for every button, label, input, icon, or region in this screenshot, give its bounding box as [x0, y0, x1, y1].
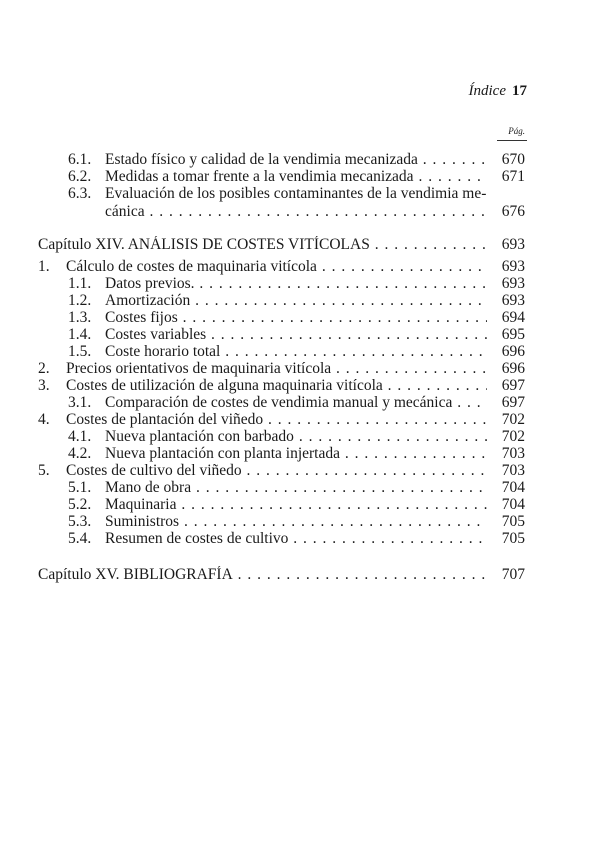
entry-page: 697 — [501, 394, 525, 411]
entry-page: 694 — [501, 309, 525, 326]
entry-page: 693 — [501, 292, 525, 309]
entry-number: 6.1. — [68, 151, 92, 168]
entry-number: 3. — [38, 377, 50, 394]
entry-title: Estado físico y calidad de la vendimia mecanizada . . . — [105, 151, 487, 169]
entry-page: 671 — [501, 168, 525, 185]
header-title: Índice — [468, 83, 506, 99]
entry-number: 5.1. — [68, 479, 92, 496]
toc-chapter — [0, 566, 600, 584]
toc-entry — [0, 151, 600, 169]
entry-number: 4.1. — [68, 428, 92, 445]
entry-number: 1. — [38, 258, 50, 275]
entry-page: 693 — [501, 275, 525, 292]
entry-number: 3.1. — [68, 394, 92, 411]
entry-page: 696 — [501, 343, 525, 360]
entry-page: 670 — [501, 151, 525, 168]
toc-entry — [0, 513, 600, 531]
toc-entry — [0, 377, 600, 395]
entry-number: 5.4. — [68, 530, 92, 547]
entry-number: 1.5. — [68, 343, 92, 360]
toc-entry — [0, 309, 600, 327]
entry-title: Suministros . . . — [105, 513, 487, 531]
entry-title: Resumen de costes de cultivo . . . — [105, 530, 487, 548]
entry-title: Coste horario total . . . — [105, 343, 487, 361]
entry-page: 707 — [501, 566, 525, 583]
entry-page: 696 — [501, 360, 525, 377]
chapter-title: Capítulo XIV. ANÁLISIS DE COSTES VITÍCOLAS . . . — [38, 236, 487, 254]
entry-title: Nueva plantación con planta injertada . . . — [105, 445, 487, 463]
toc-entry — [0, 360, 600, 378]
toc-entry — [0, 462, 600, 480]
toc-entry — [0, 343, 600, 361]
entry-number: 5.2. — [68, 496, 92, 513]
entry-page: 704 — [501, 479, 525, 496]
entry-page: 705 — [501, 530, 525, 547]
entry-page: 704 — [501, 496, 525, 513]
entry-title: cánica . . . — [105, 203, 487, 221]
entry-page: 702 — [501, 428, 525, 445]
toc-entry — [0, 185, 600, 203]
entry-title: Costes fijos . . . — [105, 309, 487, 327]
entry-page: 703 — [501, 462, 525, 479]
pag-label: Pág. — [508, 126, 525, 136]
entry-page: 697 — [501, 377, 525, 394]
entry-page: 693 — [501, 258, 525, 275]
entry-title: Cálculo de costes de maquinaria vitícola . . . — [66, 258, 487, 276]
entry-number: 5.3. — [68, 513, 92, 530]
entry-page: 676 — [501, 203, 525, 220]
entry-number: 1.3. — [68, 309, 92, 326]
entry-number: 2. — [38, 360, 50, 377]
entry-title: Evaluación de los posibles contaminantes de la vendimia me- — [105, 185, 487, 202]
toc-entry — [0, 203, 600, 221]
header-page-number: 17 — [512, 83, 527, 99]
toc-entry — [0, 428, 600, 446]
toc-entry — [0, 394, 600, 412]
toc-chapter — [0, 236, 600, 254]
entry-title: Medidas a tomar frente a la vendimia mecanizada . . . — [105, 168, 487, 186]
pag-rule — [497, 140, 527, 141]
entry-title: Precios orientativos de maquinaria vitícola . . . — [66, 360, 487, 378]
toc-entry — [0, 292, 600, 310]
entry-title: Maquinaria . . . — [105, 496, 487, 514]
entry-page: 693 — [501, 236, 525, 253]
entry-page: 703 — [501, 445, 525, 462]
toc-entry — [0, 275, 600, 293]
entry-title: Comparación de costes de vendimia manual y mecánica . . . — [105, 394, 487, 412]
chapter-title: Capítulo XV. BIBLIOGRAFÍA . . . — [38, 566, 487, 584]
entry-page: 702 — [501, 411, 525, 428]
toc-entry — [0, 445, 600, 463]
entry-title: Costes variables . . . — [105, 326, 487, 344]
entry-title: Costes de cultivo del viñedo . . . — [66, 462, 487, 480]
toc-entry — [0, 479, 600, 497]
entry-page: 705 — [501, 513, 525, 530]
entry-title: Mano de obra . . . — [105, 479, 487, 497]
entry-title: Nueva plantación con barbado . . . — [105, 428, 487, 446]
entry-number: 1.1. — [68, 275, 92, 292]
toc-entry — [0, 326, 600, 344]
toc-entry — [0, 168, 600, 186]
entry-number: 1.4. — [68, 326, 92, 343]
entry-number: 6.3. — [68, 185, 92, 202]
entry-number: 4.2. — [68, 445, 92, 462]
entry-title: Datos previos. . . . — [105, 275, 487, 293]
entry-title: Costes de plantación del viñedo . . . — [66, 411, 487, 429]
entry-title: Amortización . . . — [105, 292, 487, 310]
entry-number: 5. — [38, 462, 50, 479]
toc-entry — [0, 530, 600, 548]
entry-number: 1.2. — [68, 292, 92, 309]
entry-page: 695 — [501, 326, 525, 343]
entry-number: 4. — [38, 411, 50, 428]
toc-entry — [0, 496, 600, 514]
toc-entry — [0, 411, 600, 429]
running-header — [469, 83, 527, 100]
entry-title: Costes de utilización de alguna maquinaria vitícola . . . — [66, 377, 487, 395]
toc-entry — [0, 258, 600, 276]
entry-number: 6.2. — [68, 168, 92, 185]
